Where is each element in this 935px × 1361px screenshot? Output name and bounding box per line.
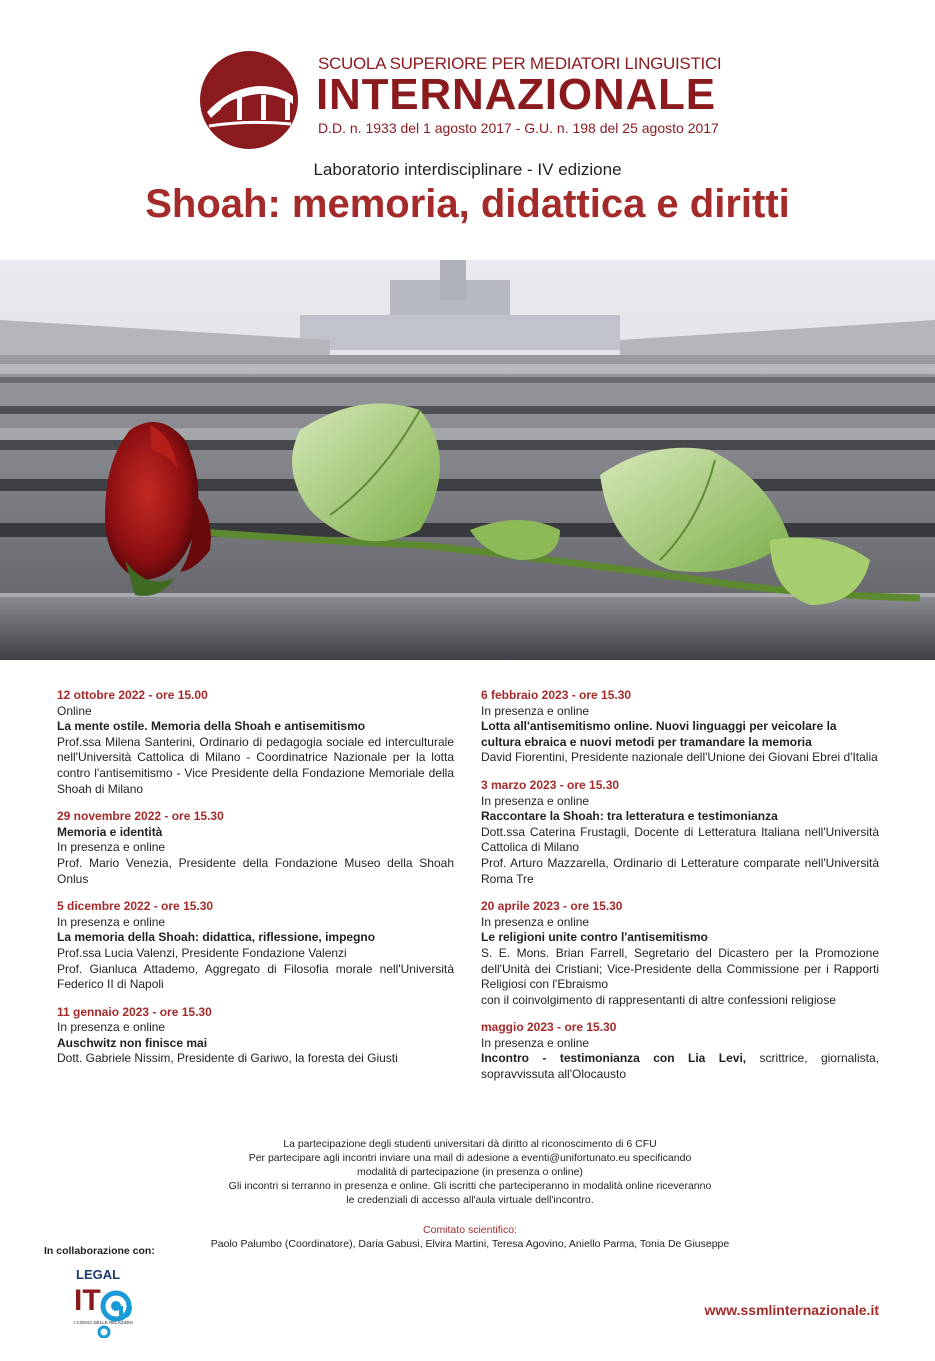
event-title: Le religioni unite contro l'antisemitismo (481, 930, 708, 945)
event-item (57, 809, 454, 887)
event-speakers: Prof.ssa Lucia Valenzi, Presidente Fondazione Valenzi (57, 945, 347, 960)
event-item (57, 688, 454, 797)
event-mode: In presenza e online (481, 914, 590, 929)
legal-it-logo-icon (72, 1266, 136, 1338)
event-item (481, 778, 879, 887)
event-mode: In presenza e online (57, 1020, 166, 1035)
event-speakers: Dott. Gabriele Nissim, Presidente di Gariwo, la foresta dei Giusti (57, 1051, 398, 1066)
event-speakers: David Fiorentini, Presidente nazionale dell'Unione dei Giovani Ebrei d'Italia (481, 750, 878, 765)
event-date: maggio 2023 - ore 15.30 (481, 1020, 617, 1035)
event-mode: In presenza e online (57, 914, 166, 929)
info-line: modalità di partecipazione (in presenza o online) (357, 1166, 583, 1178)
event-mode: In presenza e online (481, 793, 590, 808)
event-speakers: S. E. Mons. Brian Farrell, Segretario del Dicastero per la Promozione dell'Unità dei Cristiani; Vice-Presidente della Commissione per i Rapporti Religiosi con l'Ebraismo (481, 945, 879, 992)
event-speakers: Prof. Mario Venezia, Presidente della Fondazione Museo della Shoah Onlus (57, 855, 454, 886)
event-date: 5 dicembre 2022 - ore 15.30 (57, 899, 214, 914)
school-name: INTERNAZIONALE (316, 70, 716, 119)
school-subtitle: SCUOLA SUPERIORE PER MEDIATORI LINGUISTICI (318, 54, 722, 73)
info-line: La partecipazione degli studenti universitari dà diritto al riconoscimento di 6 CFU (283, 1138, 657, 1150)
legal-logo-main: IT (74, 1284, 101, 1317)
lab-edition: Laboratorio interdisciplinare - IV edizione (313, 160, 622, 179)
program-right-column (481, 688, 879, 1095)
event-item (481, 899, 879, 1008)
event-speakers: Prof. Gianluca Attademo, Aggregato di Filosofia morale nell'Università Federico II di Napoli (57, 961, 454, 992)
committee-members: Paolo Palumbo (Coordinatore), Daria Gabusi, Elvira Martini, Teresa Agovino, Aniello Parma, Tonia De Giuseppe (210, 1238, 730, 1250)
event-date: 3 marzo 2023 - ore 15.30 (481, 777, 620, 792)
participation-info (200, 1137, 740, 1207)
website-link[interactable]: www.ssmlinternazionale.it (704, 1302, 879, 1318)
event-speakers: con il coinvolgimento di rappresentanti di altre confessioni religiose (481, 992, 836, 1007)
event-speakers: scrittrice, giornalista, sopravvissuta all'Olocausto (481, 1051, 879, 1082)
event-date: 6 febbraio 2023 - ore 15.30 (481, 688, 632, 702)
info-line: Gli incontri si terranno in presenza e online. Gli iscritti che parteciperanno in modalità online riceveranno (228, 1180, 712, 1192)
event-title: Auschwitz non finisce mai (57, 1035, 208, 1050)
event-mode: In presenza e online (481, 703, 590, 718)
committee-label: Comitato scientifico: (423, 1224, 517, 1236)
scientific-committee (150, 1223, 790, 1251)
event-title: La memoria della Shoah: didattica, riflessione, impegno (57, 930, 376, 945)
info-line: Per partecipare agli incontri inviare una mail di adesione a eventi@unifortunato.eu specificando (248, 1152, 692, 1164)
event-title: Memoria e identità (57, 824, 163, 839)
event-item (481, 1020, 879, 1082)
event-item (57, 899, 454, 993)
event-title: La mente ostile. Memoria della Shoah e antisemitismo (57, 719, 366, 734)
event-title: Lotta all'antisemitismo online. Nuovi linguaggi per veicolare la cultura ebraica e nuovi metodi per tramandare la memoria (481, 719, 837, 749)
event-title-and-speaker (481, 1051, 879, 1082)
school-logo-icon (199, 50, 299, 150)
legal-logo-top: LEGAL (76, 1267, 121, 1282)
rose-on-rail-photo (0, 260, 935, 660)
event-date: 12 ottobre 2022 - ore 15.00 (57, 688, 208, 702)
program-left-column (57, 688, 454, 1079)
event-date: 20 aprile 2023 - ore 15.30 (481, 899, 623, 914)
school-decree: D.D. n. 1933 del 1 agosto 2017 - G.U. n. 198 del 25 agosto 2017 (318, 120, 719, 136)
page-title: Shoah: memoria, didattica e diritti (145, 182, 790, 226)
legal-logo-sub: I CODICI DELLE RELAZIONI (74, 1320, 133, 1325)
collaboration-label: In collaborazione con: (44, 1245, 155, 1257)
poster-header (0, 0, 935, 260)
event-title: Raccontare la Shoah: tra letteratura e testimonianza (481, 809, 778, 824)
event-title: Incontro - testimonianza con Lia Levi, (481, 1051, 747, 1066)
event-mode: Online (57, 703, 92, 718)
event-mode: In presenza e online (481, 1035, 590, 1050)
event-speakers: Prof.ssa Milena Santerini, Ordinario di pedagogia sociale ed interculturale nell'Università Cattolica di Milano - Coordinatrice Nazionale per la lotta contro l'antisemitismo - Vice Presidente della Fondazione Memoriale della Shoah di Milano (57, 734, 454, 796)
event-mode: In presenza e online (57, 840, 166, 855)
event-speakers: Dott.ssa Caterina Frustagli, Docente di Letteratura Italiana nell'Università Cattolica di Milano (481, 824, 879, 855)
event-item (481, 688, 879, 766)
event-date: 29 novembre 2022 - ore 15.30 (57, 809, 224, 824)
info-line: le credenziali di accesso all'aula virtuale dell'incontro. (346, 1194, 594, 1206)
event-date: 11 gennaio 2023 - ore 15.30 (57, 1004, 212, 1019)
event-item (57, 1005, 454, 1067)
event-speakers: Prof. Arturo Mazzarella, Ordinario di Letterature comparate nell'Università Roma Tre (481, 855, 879, 886)
